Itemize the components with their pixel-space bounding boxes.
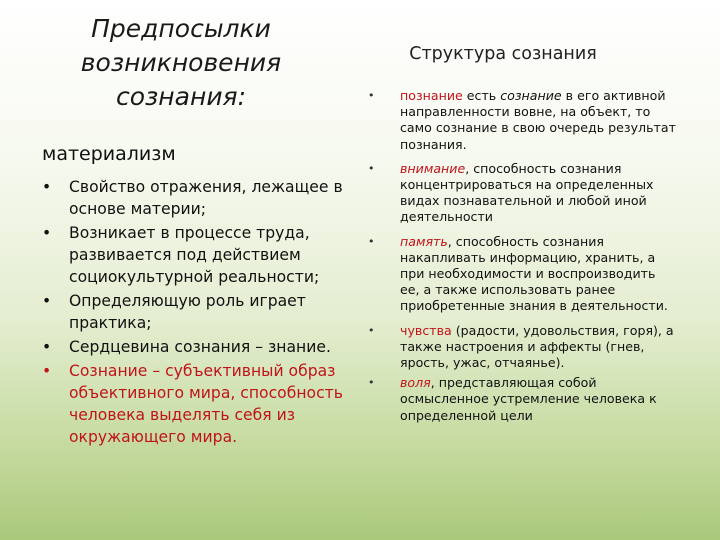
bullet-icon: • xyxy=(368,376,375,390)
left-subtitle: материализм xyxy=(42,143,176,165)
right-title: Структура сознания xyxy=(409,44,597,64)
structure-list xyxy=(368,88,678,424)
term-description: (радости, удовольствия, горя), а также настроения и аффекты (гнев, ярость, ужас, отчаянье). xyxy=(400,322,674,371)
list-item-text: Свойство отражения, лежащее в основе материи; xyxy=(69,178,343,218)
left-title: Предпосылки возникновения сознания: xyxy=(80,14,282,111)
structure-item-attention xyxy=(368,161,678,226)
term-description: в его активной направленности вовне, на объект, то само сознание в свою очередь результат познания. xyxy=(400,88,676,152)
list-item-text: Сердцевина сознания – знание. xyxy=(69,338,331,356)
list-item xyxy=(42,222,362,288)
bullet-icon: • xyxy=(368,323,375,337)
term-label: чувства xyxy=(400,322,452,338)
structure-item-cognition xyxy=(368,88,678,153)
bullet-icon: • xyxy=(42,224,52,242)
term-label: память xyxy=(400,233,448,249)
list-item xyxy=(42,176,362,220)
list-item-text: Сознание – субъективный образ объективного мира, способность человека выделять себя из окружающего мира. xyxy=(69,362,343,446)
structure-item-will xyxy=(368,375,678,424)
left-bullet-list xyxy=(42,176,362,450)
bullet-icon: • xyxy=(368,89,375,102)
bullet-icon: • xyxy=(42,362,52,380)
bullet-icon: • xyxy=(368,161,375,175)
term-label: воля xyxy=(400,375,431,391)
term-description: , способность сознания концентрироваться на определенных видах познавательной и любой иной деятельности xyxy=(400,160,654,225)
list-item-text: Возникает в процессе труда, развивается под действием социокультурной реальности; xyxy=(69,224,320,286)
bullet-icon: • xyxy=(42,178,52,196)
structure-item-memory xyxy=(368,234,678,315)
list-item-text: Определяющую роль играет практика; xyxy=(69,292,306,332)
bullet-icon: • xyxy=(42,292,52,310)
term-description: , способность сознания накапливать информацию, хранить, а при необходимости и воспроизводить ее, а также использовать ранее приобретенные знания в деятельности. xyxy=(400,233,668,314)
list-item xyxy=(42,336,362,358)
list-item xyxy=(42,290,362,334)
term-label: внимание xyxy=(400,160,466,176)
term-italic: сознание xyxy=(500,88,562,103)
bullet-icon: • xyxy=(368,234,375,248)
list-item-highlighted xyxy=(42,360,362,448)
term-connector: есть xyxy=(462,88,501,103)
term-label: познание xyxy=(400,88,463,103)
structure-item-feelings xyxy=(368,323,678,372)
bullet-icon: • xyxy=(42,338,52,356)
term-description: , представляющая собой осмысленное устремление человека к определенной цели xyxy=(400,375,657,423)
